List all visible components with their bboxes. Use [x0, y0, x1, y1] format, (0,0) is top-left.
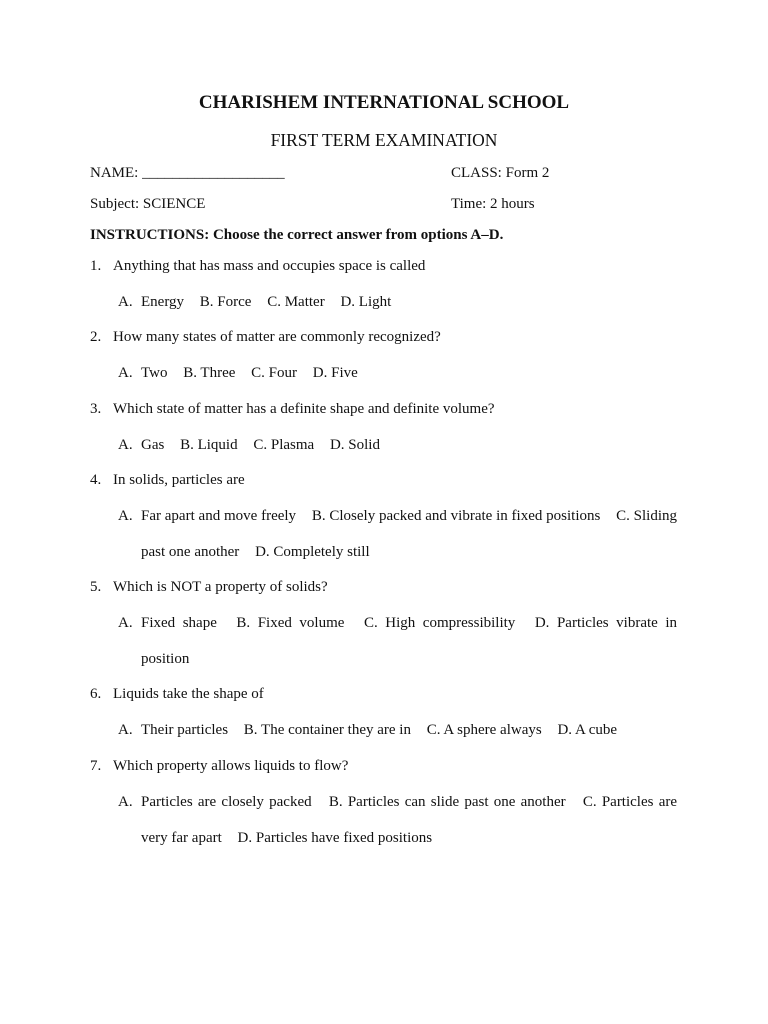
option-c: C. Particles are very far apart: [141, 794, 678, 846]
option-a: Energy: [141, 294, 185, 310]
options-2: [118, 356, 677, 392]
question-text: Which is NOT a property of solids?: [113, 579, 328, 595]
subject-field: Subject: SCIENCE: [90, 196, 206, 212]
class-field: CLASS: Form 2: [451, 165, 550, 181]
option-letter: A.: [118, 615, 133, 631]
option-d: D. Solid: [329, 437, 380, 453]
option-b: B. Three: [183, 365, 236, 381]
question-text: Anything that has mass and occupies space is called: [113, 258, 426, 274]
option-b: B. The container they are in: [243, 722, 411, 738]
question-text: Liquids take the shape of: [113, 686, 264, 702]
option-b: B. Liquid: [180, 437, 238, 453]
option-c: C. A sphere always: [426, 722, 542, 738]
option-letter: A.: [118, 437, 133, 453]
option-b: B. Force: [199, 294, 252, 310]
option-d: D. Particles have fixed positions: [237, 829, 433, 846]
options-1: [118, 285, 677, 321]
option-a: Particles are closely packed: [141, 794, 312, 810]
options-3: [118, 428, 677, 464]
option-letter: A.: [118, 794, 133, 810]
time-field: Time: 2 hours: [451, 196, 535, 212]
question-text: Which state of matter has a definite shape and definite volume?: [113, 401, 495, 417]
option-a: Two: [141, 365, 168, 381]
option-b: B. Fixed volume: [236, 615, 345, 631]
option-d: D. Completely still: [255, 543, 370, 560]
question-text: In solids, particles are: [113, 472, 245, 488]
option-c: C. Plasma: [253, 437, 315, 453]
options-7: [118, 785, 677, 856]
option-a: Far apart and move freely: [141, 508, 297, 524]
options-4: [118, 499, 677, 570]
option-b: B. Closely packed and vibrate in fixed positions: [311, 508, 601, 524]
option-letter: A.: [118, 722, 133, 738]
question-number: 1.: [90, 258, 102, 274]
option-c: C. Sliding past one another: [141, 508, 678, 560]
option-d: D. Particles vibrate in position: [141, 615, 678, 667]
question-number: 4.: [90, 472, 102, 488]
question-text: How many states of matter are commonly recognized?: [113, 329, 441, 345]
options-5: [118, 606, 677, 677]
option-letter: A.: [118, 294, 133, 310]
question-number: 3.: [90, 401, 102, 417]
question-number: 2.: [90, 329, 102, 345]
option-b: B. Particles can slide past one another: [328, 794, 566, 810]
question-text: Which property allows liquids to flow?: [113, 758, 349, 774]
option-a: Gas: [141, 437, 165, 453]
question-number: 5.: [90, 579, 102, 595]
option-d: D. Five: [312, 365, 358, 381]
school-name: CHARISHEM INTERNATIONAL SCHOOL: [198, 92, 570, 113]
option-a: Their particles: [141, 722, 229, 738]
option-letter: A.: [118, 508, 133, 524]
exam-title: FIRST TERM EXAMINATION: [270, 130, 498, 150]
question-number: 7.: [90, 758, 102, 774]
option-c: C. Four: [251, 365, 298, 381]
option-c: C. Matter: [267, 294, 325, 310]
question-number: 6.: [90, 686, 102, 702]
options-6: [118, 713, 677, 749]
option-letter: A.: [118, 365, 133, 381]
option-a: Fixed shape: [141, 615, 217, 631]
option-d: D. A cube: [557, 722, 618, 738]
option-c: C. High compressibility: [363, 615, 516, 631]
name-field: NAME: ___________________: [90, 165, 285, 181]
instructions: INSTRUCTIONS: Choose the correct answer from options A–D.: [90, 227, 504, 243]
option-d: D. Light: [340, 294, 392, 310]
